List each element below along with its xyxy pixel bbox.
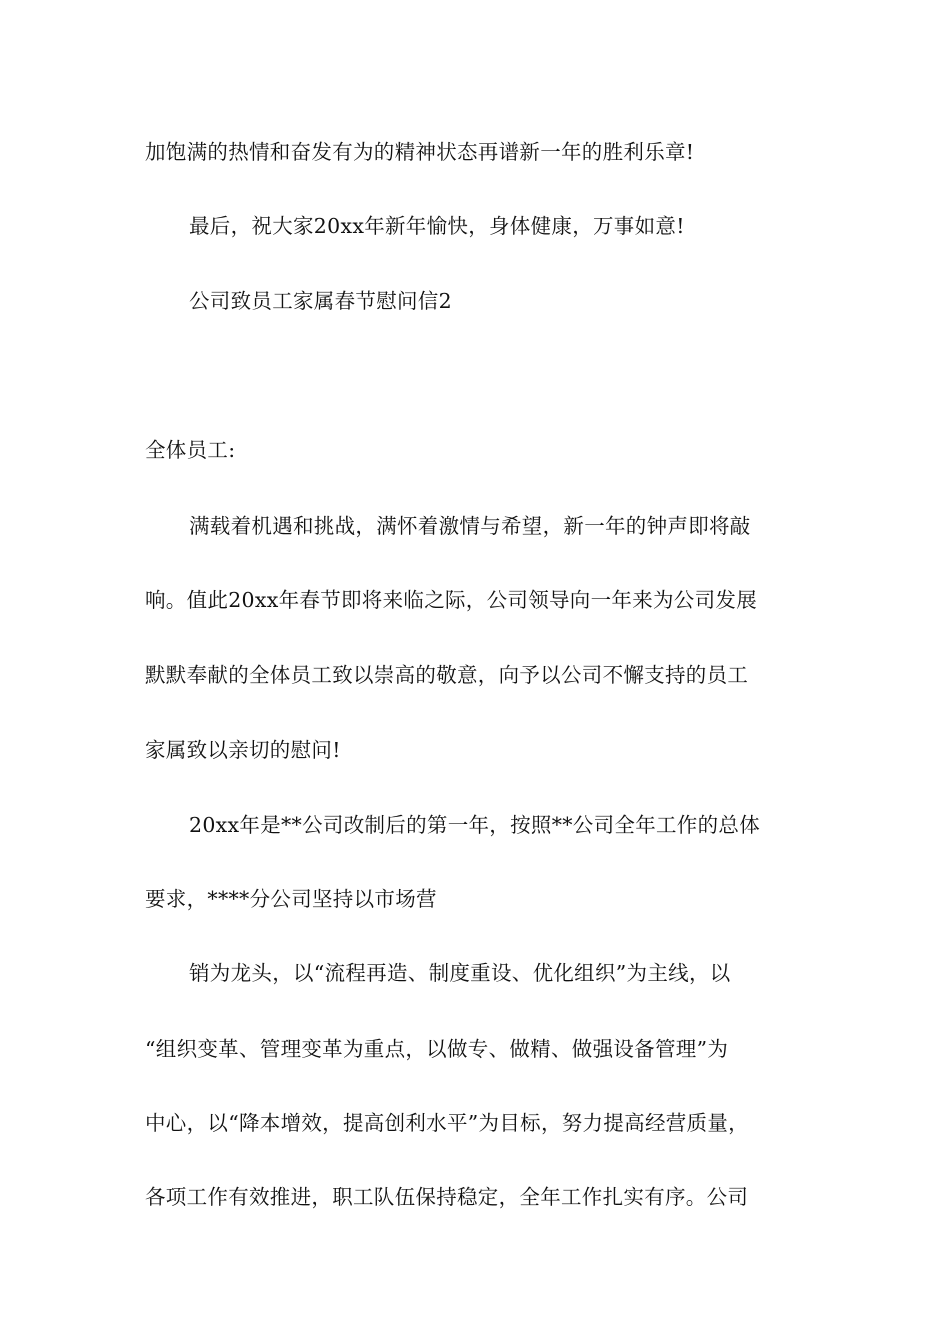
salutation: 全体员工: (145, 438, 236, 462)
text-line: “组织变革、管理变革为重点，以做专、做精、做强设备管理”为 (145, 1037, 729, 1061)
text-line: 中心，以“降本增效，提高创利水平”为目标，努力提高经营质量， (145, 1111, 749, 1135)
text-line: 响。值此20xx年春节即将来临之际，公司领导向一年来为公司发展 (145, 588, 758, 612)
text-line: 销为龙头，以“流程再造、制度重设、优化组织”为主线，以 (189, 961, 731, 985)
text-line: 满载着机遇和挑战，满怀着激情与希望，新一年的钟声即将敲 (189, 514, 751, 538)
text-line: 最后，祝大家20xx年新年愉快，身体健康，万事如意! (189, 214, 685, 238)
text-line: 要求，****分公司坚持以市场营 (145, 887, 437, 911)
text-line: 各项工作有效推进，职工队伍保持稳定，全年工作扎实有序。公司 (145, 1185, 749, 1209)
text-line: 默默奉献的全体员工致以崇高的敬意，向予以公司不懈支持的员工 (145, 663, 749, 687)
text-line: 加饱满的热情和奋发有为的精神状态再谱新一年的胜利乐章! (145, 140, 695, 164)
text-line: 20xx年是**公司改制后的第一年，按照**公司全年工作的总体 (189, 813, 761, 837)
text-line: 家属致以亲切的慰问! (145, 738, 341, 762)
section-title: 公司致员工家属春节慰问信2 (189, 289, 452, 313)
